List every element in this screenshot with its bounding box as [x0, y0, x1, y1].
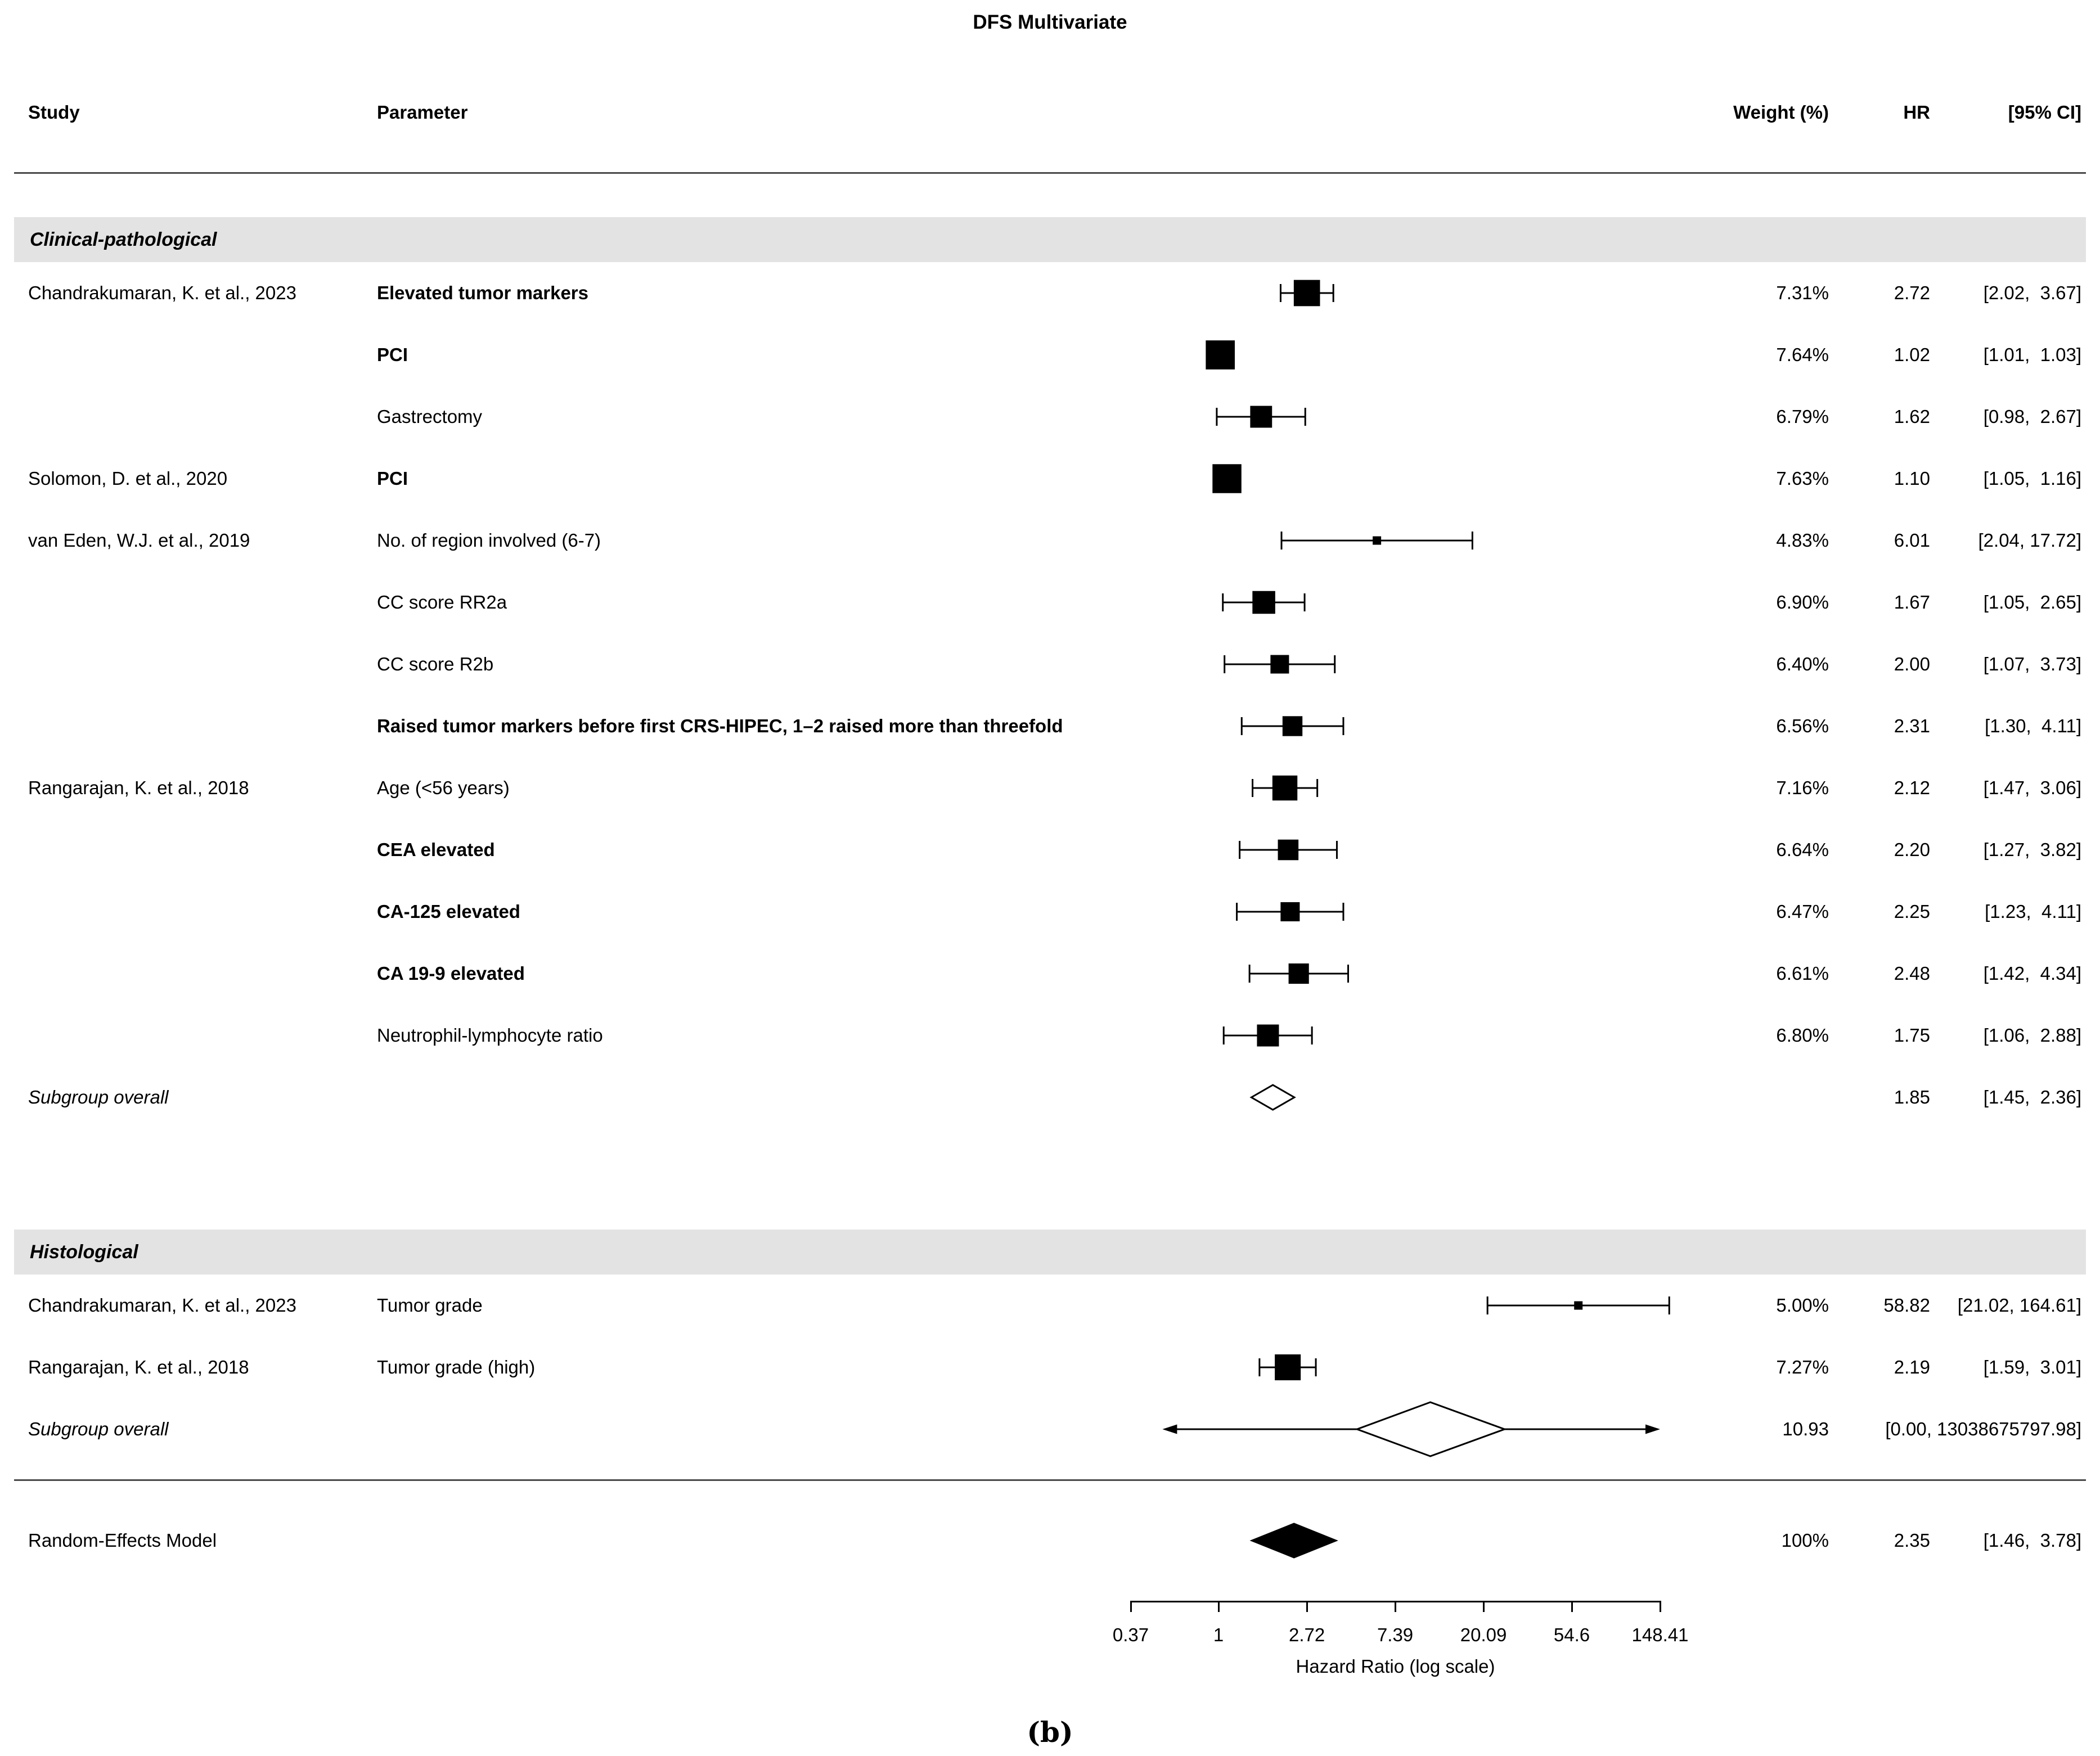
- table-row: [0, 1275, 2081, 1336]
- weight-cell: [1671, 839, 1829, 861]
- x-axis-tick-label: 148.41: [1631, 1624, 1689, 1645]
- hr-box: [1574, 1302, 1582, 1310]
- hr-box: [1278, 840, 1299, 861]
- weight-cell: [1671, 777, 1829, 799]
- weight-cell-text: 6.80%: [1776, 1025, 1829, 1046]
- forest-row-plot: [1131, 757, 1671, 819]
- weight-cell: [1671, 654, 1829, 675]
- forest-row-plot: [1131, 1275, 1671, 1336]
- subgroup-ci-text: [1.45, 2.36]: [1983, 1087, 2081, 1107]
- x-axis-tick-label: 20.09: [1460, 1624, 1507, 1645]
- weight-cell-text: 6.56%: [1776, 715, 1829, 736]
- study-cell: [0, 282, 377, 304]
- ci-cell: [1930, 901, 2081, 922]
- header-divider: [14, 172, 2086, 174]
- arrow-right-icon: [1645, 1425, 1660, 1434]
- forest-row-plot: [1131, 1510, 1671, 1572]
- hr-box: [1252, 591, 1275, 614]
- hr-cell-text: 6.01: [1894, 530, 1930, 551]
- parameter-cell: [377, 468, 1131, 489]
- hr-box: [1250, 406, 1272, 428]
- ci-cell: [1930, 406, 2081, 427]
- parameter-cell-text: Elevated tumor markers: [377, 282, 589, 303]
- weight-cell-text: 6.90%: [1776, 592, 1829, 613]
- parameter-cell: [377, 839, 1131, 861]
- ci-cell: [1930, 777, 2081, 799]
- footer-divider: [14, 1479, 2086, 1481]
- study-cell-text: Chandrakumaran, K. et al., 2023: [28, 282, 296, 303]
- ci-cell-text: [1.05, 2.65]: [1983, 592, 2081, 613]
- parameter-cell-text: CEA elevated: [377, 839, 495, 860]
- parameter-cell: [377, 1295, 1131, 1316]
- parameter-cell-text: No. of region involved (6-7): [377, 530, 601, 551]
- hr-cell-text: 2.20: [1894, 839, 1930, 860]
- study-cell: [0, 468, 377, 489]
- forest-row-plot: [1131, 819, 1671, 881]
- parameter-cell-text: Tumor grade: [377, 1295, 483, 1316]
- plot-cell: [1131, 1398, 1671, 1460]
- hr-cell-text: 2.12: [1894, 777, 1930, 798]
- forest-row-plot: [1131, 571, 1671, 633]
- ci-cell-text: [1.27, 3.82]: [1983, 839, 2081, 860]
- hr-box: [1272, 776, 1297, 800]
- forest-row-plot: [1131, 943, 1671, 1005]
- forest-row-plot: [1131, 1066, 1671, 1128]
- hr-cell: [1829, 1295, 1930, 1316]
- table-row: [0, 943, 2081, 1005]
- subgroup-ci: [1885, 1419, 2081, 1440]
- plot-cell: [1131, 571, 1671, 633]
- weight-cell-text: 7.63%: [1776, 468, 1829, 489]
- ci-cell: [1930, 282, 2081, 304]
- parameter-cell-text: CA-125 elevated: [377, 901, 520, 922]
- ci-cell-text: [1.30, 4.11]: [1985, 715, 2081, 736]
- parameter-cell: [377, 963, 1131, 984]
- parameter-cell-text: Raised tumor markers before first CRS-HIPEC, 1–2 raised more than threefold: [377, 715, 1063, 736]
- forest-row-plot: [1131, 324, 1671, 386]
- study-cell-text: van Eden, W.J. et al., 2019: [28, 530, 250, 551]
- forest-row-plot: [1131, 262, 1671, 324]
- subgroup-label: [0, 1419, 377, 1440]
- x-axis-label: Hazard Ratio (log scale): [1296, 1656, 1495, 1677]
- figure-title: DFS Multivariate: [973, 11, 1127, 33]
- col-header-study: [0, 102, 377, 123]
- ci-cell: [1930, 1295, 2081, 1316]
- x-axis-tick: [1395, 1601, 1396, 1612]
- forest-row-plot: [1131, 448, 1671, 510]
- weight-cell: [1671, 715, 1829, 737]
- study-cell: [0, 777, 377, 799]
- weight-cell-text: 7.16%: [1776, 777, 1829, 798]
- col-header-hr: [1829, 102, 1930, 123]
- col-header-weight-text: Weight (%): [1733, 102, 1829, 123]
- hr-cell: [1829, 406, 1930, 427]
- ci-cell: [1930, 468, 2081, 489]
- weight-cell: [1671, 901, 1829, 922]
- x-axis-tick: [1571, 1601, 1573, 1612]
- weight-cell: [1671, 592, 1829, 613]
- weight-cell-text: 7.31%: [1776, 282, 1829, 303]
- weight-cell-text: 5.00%: [1776, 1295, 1829, 1316]
- parameter-cell: [377, 1357, 1131, 1378]
- study-cell-text: Rangarajan, K. et al., 2018: [28, 1357, 249, 1377]
- hr-box: [1283, 716, 1302, 736]
- ci-cell: [1930, 715, 2081, 737]
- table-row: [0, 819, 2081, 881]
- parameter-cell-text: PCI: [377, 344, 408, 365]
- overall-ci: [1930, 1530, 2081, 1551]
- overall-hr-text: 2.35: [1894, 1530, 1930, 1551]
- col-header-hr-text: HR: [1903, 102, 1930, 123]
- weight-cell: [1671, 344, 1829, 366]
- table-row: [0, 448, 2081, 510]
- hr-box: [1294, 280, 1320, 307]
- overall-label: [0, 1530, 377, 1551]
- overall-model-row: [0, 1510, 2081, 1572]
- ci-cell-text: [1.01, 1.03]: [1983, 344, 2081, 365]
- parameter-cell-text: CC score RR2a: [377, 592, 507, 613]
- ci-cell-text: [1.42, 4.34]: [1983, 963, 2081, 984]
- hr-cell: [1829, 715, 1930, 737]
- forest-row-plot: [1131, 1005, 1671, 1066]
- weight-cell-text: 7.27%: [1776, 1357, 1829, 1377]
- plot-cell: [1131, 1510, 1671, 1572]
- ci-cell: [1930, 839, 2081, 861]
- subgroup-summary-row: [0, 1066, 2081, 1128]
- subgroup-diamond: [1251, 1085, 1294, 1110]
- plot-cell: [1131, 448, 1671, 510]
- parameter-cell: [377, 654, 1131, 675]
- x-axis-tick: [1218, 1601, 1220, 1612]
- ci-cell: [1930, 963, 2081, 984]
- weight-cell: [1671, 963, 1829, 984]
- ci-cell-text: [2.04, 17.72]: [1978, 530, 2081, 551]
- ci-cell: [1930, 592, 2081, 613]
- plot-cell: [1131, 1336, 1671, 1398]
- weight-cell-text: 7.64%: [1776, 344, 1829, 365]
- study-cell: [0, 1357, 377, 1378]
- col-header-weight: [1671, 102, 1829, 123]
- hr-box: [1280, 902, 1299, 921]
- col-header-ci-text: [95% CI]: [2008, 102, 2081, 123]
- table-row: [0, 695, 2081, 757]
- overall-ci-text: [1.46, 3.78]: [1983, 1530, 2081, 1551]
- x-axis-tick: [1660, 1601, 1661, 1612]
- hr-cell-text: 2.72: [1894, 282, 1930, 303]
- forest-row-plot: [1131, 695, 1671, 757]
- overall-diamond: [1252, 1524, 1335, 1557]
- hr-cell: [1829, 592, 1930, 613]
- subgroup-summary-row: [0, 1398, 2081, 1460]
- parameter-cell: [377, 282, 1131, 304]
- weight-cell-text: 6.40%: [1776, 654, 1829, 674]
- col-header-study-text: Study: [28, 102, 80, 123]
- x-axis-tick-label: 54.6: [1553, 1624, 1590, 1645]
- hr-box: [1275, 1354, 1301, 1380]
- x-axis-tick: [1306, 1601, 1308, 1612]
- weight-cell: [1671, 468, 1829, 489]
- plot-cell: [1131, 324, 1671, 386]
- table-row: [0, 262, 2081, 324]
- plot-cell: [1131, 943, 1671, 1005]
- study-cell-text: Chandrakumaran, K. et al., 2023: [28, 1295, 296, 1316]
- parameter-cell: [377, 901, 1131, 922]
- table-row: [0, 633, 2081, 695]
- hr-cell-text: 1.10: [1894, 468, 1930, 489]
- study-cell-text: Solomon, D. et al., 2020: [28, 468, 228, 489]
- hr-cell-text: 1.02: [1894, 344, 1930, 365]
- overall-label-text: Random-Effects Model: [28, 1530, 217, 1551]
- hr-cell-text: 2.48: [1894, 963, 1930, 984]
- weight-cell: [1671, 406, 1829, 427]
- x-axis-tick-label: 1: [1213, 1624, 1224, 1645]
- hr-cell: [1829, 901, 1930, 922]
- col-header-parameter: [377, 102, 1131, 123]
- table-row: [0, 757, 2081, 819]
- x-axis-tick-label: 2.72: [1289, 1624, 1325, 1645]
- parameter-cell: [377, 715, 1131, 737]
- parameter-cell: [377, 406, 1131, 427]
- forest-row-plot: [1131, 510, 1671, 571]
- hr-cell: [1829, 344, 1930, 366]
- hr-box: [1289, 963, 1309, 984]
- ci-cell-text: [1.59, 3.01]: [1983, 1357, 2081, 1377]
- study-cell: [0, 530, 377, 551]
- hr-cell: [1829, 282, 1930, 304]
- hr-cell: [1829, 1357, 1930, 1378]
- arrow-left-icon: [1162, 1425, 1177, 1434]
- hr-cell: [1829, 777, 1930, 799]
- parameter-cell-text: Neutrophil-lymphocyte ratio: [377, 1025, 603, 1046]
- plot-cell: [1131, 881, 1671, 943]
- hr-cell: [1829, 654, 1930, 675]
- ci-cell-text: [2.02, 3.67]: [1983, 282, 2081, 303]
- x-axis-tick: [1130, 1601, 1132, 1612]
- hr-cell-text: 58.82: [1883, 1295, 1930, 1316]
- parameter-cell: [377, 777, 1131, 799]
- parameter-cell: [377, 530, 1131, 551]
- x-axis-tick-label: 7.39: [1377, 1624, 1414, 1645]
- table-row: [0, 881, 2081, 943]
- ci-cell-text: [1.05, 1.16]: [1983, 468, 2081, 489]
- section-header-clinical-pathological: Clinical-pathological: [14, 217, 2086, 262]
- hr-box: [1257, 1025, 1279, 1047]
- ci-cell-text: [0.98, 2.67]: [1983, 406, 2081, 427]
- plot-cell: [1131, 386, 1671, 448]
- weight-cell: [1671, 1025, 1829, 1046]
- parameter-cell-text: Tumor grade (high): [377, 1357, 536, 1377]
- hr-cell: [1829, 839, 1930, 861]
- ci-cell-text: [1.23, 4.11]: [1985, 901, 2081, 922]
- ci-cell-text: [21.02, 164.61]: [1957, 1295, 2081, 1316]
- overall-hr: [1829, 1530, 1930, 1551]
- overall-weight: [1671, 1530, 1829, 1551]
- parameter-cell: [377, 344, 1131, 366]
- ci-cell-text: [1.06, 2.88]: [1983, 1025, 2081, 1046]
- hr-cell: [1829, 468, 1930, 489]
- hr-cell-text: 2.19: [1894, 1357, 1930, 1377]
- plot-cell: [1131, 757, 1671, 819]
- study-cell: [0, 1295, 377, 1316]
- parameter-cell-text: CA 19-9 elevated: [377, 963, 525, 984]
- plot-cell: [1131, 262, 1671, 324]
- weight-cell-text: 6.79%: [1776, 406, 1829, 427]
- parameter-cell-text: CC score R2b: [377, 654, 494, 674]
- hr-cell-text: 2.25: [1894, 901, 1930, 922]
- weight-cell-text: 6.64%: [1776, 839, 1829, 860]
- forest-row-plot: [1131, 881, 1671, 943]
- col-header-ci: [1930, 102, 2081, 123]
- parameter-cell-text: Gastrectomy: [377, 406, 483, 427]
- parameter-cell-text: PCI: [377, 468, 408, 489]
- subgroup-label: [0, 1087, 377, 1108]
- plot-cell: [1131, 1275, 1671, 1336]
- plot-cell: [1131, 633, 1671, 695]
- subgroup-weight-text: 10.93: [1782, 1419, 1829, 1439]
- hr-cell: [1829, 530, 1930, 551]
- forest-row-plot: [1131, 1398, 1671, 1460]
- hr-cell-text: 2.00: [1894, 654, 1930, 674]
- forest-row-plot: [1131, 386, 1671, 448]
- hr-cell: [1829, 1025, 1930, 1046]
- ci-cell: [1930, 344, 2081, 366]
- study-cell-text: Rangarajan, K. et al., 2018: [28, 777, 249, 798]
- hr-box: [1270, 655, 1289, 674]
- weight-cell-text: 6.47%: [1776, 901, 1829, 922]
- hr-cell-text: 1.75: [1894, 1025, 1930, 1046]
- column-header-row: [0, 96, 2081, 129]
- overall-weight-text: 100%: [1781, 1530, 1829, 1551]
- plot-cell: [1131, 1005, 1671, 1066]
- forest-row-plot: [1131, 1336, 1671, 1398]
- weight-cell-text: 4.83%: [1776, 530, 1829, 551]
- weight-cell: [1671, 530, 1829, 551]
- ci-cell-text: [1.47, 3.06]: [1983, 777, 2081, 798]
- parameter-cell: [377, 1025, 1131, 1046]
- subgroup-label-text: Subgroup overall: [28, 1419, 169, 1439]
- ci-cell: [1930, 1357, 2081, 1378]
- weight-cell: [1671, 1295, 1829, 1316]
- table-row: [0, 324, 2081, 386]
- ci-cell: [1930, 530, 2081, 551]
- parameter-cell: [377, 592, 1131, 613]
- plot-cell: [1131, 510, 1671, 571]
- section-header-histological: Histological: [14, 1230, 2086, 1275]
- x-axis-tick-label: 0.37: [1112, 1624, 1149, 1645]
- col-header-parameter-text: Parameter: [377, 102, 468, 123]
- ci-cell: [1930, 654, 2081, 675]
- plot-cell: [1131, 695, 1671, 757]
- figure-caption: (b): [1027, 1716, 1073, 1749]
- ci-cell: [1930, 1025, 2081, 1046]
- subgroup-diamond: [1357, 1402, 1504, 1456]
- subgroup-hr-text: 1.85: [1894, 1087, 1930, 1107]
- subgroup-hr: [1829, 1087, 1930, 1108]
- hr-box: [1212, 464, 1241, 493]
- plot-cell: [1131, 819, 1671, 881]
- x-axis: [1112, 1601, 1689, 1691]
- forest-row-plot: [1131, 633, 1671, 695]
- hr-cell-text: 1.67: [1894, 592, 1930, 613]
- ci-cell-text: [1.07, 3.73]: [1983, 654, 2081, 674]
- subgroup-label-text: Subgroup overall: [28, 1087, 169, 1107]
- hr-cell: [1829, 963, 1930, 984]
- weight-cell-text: 6.61%: [1776, 963, 1829, 984]
- weight-cell: [1671, 1357, 1829, 1378]
- parameter-cell-text: Age (<56 years): [377, 777, 510, 798]
- weight-cell: [1671, 282, 1829, 304]
- subgroup-ci: [1930, 1087, 2081, 1108]
- table-row: [0, 1005, 2081, 1066]
- hr-cell-text: 1.62: [1894, 406, 1930, 427]
- x-axis-tick: [1483, 1601, 1485, 1612]
- subgroup-ci-text: [0.00, 13038675797.98]: [1885, 1419, 2081, 1439]
- table-row: [0, 510, 2081, 571]
- table-row: [0, 571, 2081, 633]
- subgroup-weight: [1671, 1419, 1829, 1440]
- hr-box: [1206, 340, 1235, 370]
- table-row: [0, 1336, 2081, 1398]
- plot-cell: [1131, 1066, 1671, 1128]
- table-row: [0, 386, 2081, 448]
- hr-box: [1373, 537, 1381, 545]
- hr-cell-text: 2.31: [1894, 715, 1930, 736]
- forest-table: [0, 217, 2100, 1691]
